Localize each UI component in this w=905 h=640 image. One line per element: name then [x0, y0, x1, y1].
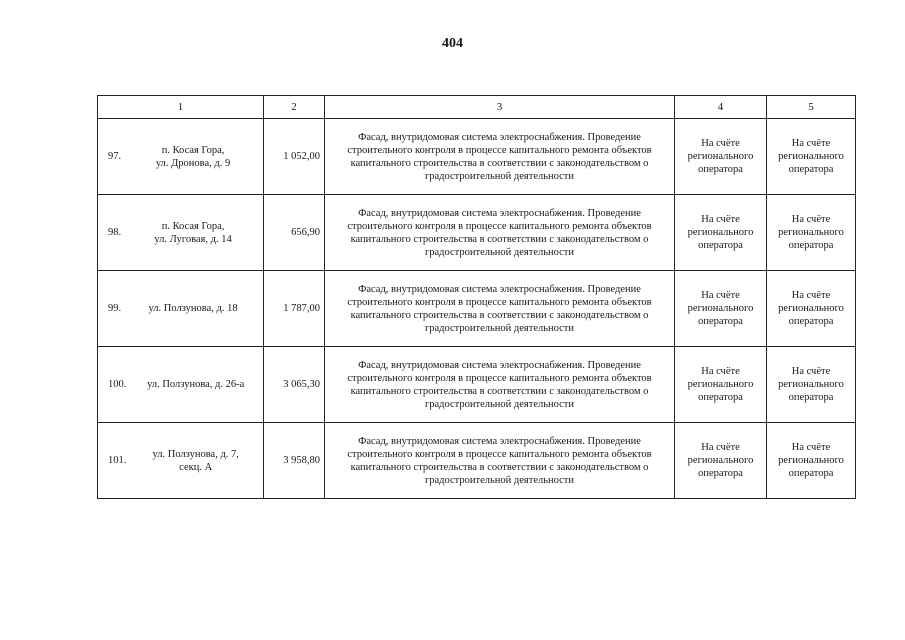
table-header-row: [98, 96, 856, 119]
address-cell: [98, 119, 264, 195]
col5-cell: На счёте регионального оператора: [767, 423, 856, 499]
address-cell: [98, 347, 264, 423]
area-cell: 1 052,00: [264, 119, 325, 195]
address-cell: [98, 195, 264, 271]
work-description: Фасад, внутридомовая система электроснабжения. Проведение строительного контроля в процессе капитального ремонта объектов капитального строительства в соответствии с законодательством о градостроительной деятельности: [325, 271, 675, 347]
address-line: секц. А: [179, 461, 213, 473]
col5-cell: На счёте регионального оператора: [767, 195, 856, 271]
area-cell: 656,90: [264, 195, 325, 271]
work-description: Фасад, внутридомовая система электроснабжения. Проведение строительного контроля в процессе капитального ремонта объектов капитального строительства в соответствии с законодательством о градостроительной деятельности: [325, 347, 675, 423]
row-number: 99.: [108, 303, 122, 314]
address-line: ул. Ползунова, д. 26-а: [147, 379, 245, 390]
work-description: Фасад, внутридомовая система электроснабжения. Проведение строительного контроля в процессе капитального ремонта объектов капитального строительства в соответствии с законодательством о градостроительной деятельности: [325, 423, 675, 499]
table-row: [98, 119, 856, 195]
address-cell: [98, 423, 264, 499]
address-line: п. Косая Гора,: [161, 144, 225, 156]
area-cell: 3 065,30: [264, 347, 325, 423]
table-row: [98, 423, 856, 499]
work-description: Фасад, внутридомовая система электроснабжения. Проведение строительного контроля в процессе капитального ремонта объектов капитального строительства в соответствии с законодательством о градостроительной деятельности: [325, 195, 675, 271]
col4-cell: На счёте регионального оператора: [675, 423, 767, 499]
table-row: [98, 347, 856, 423]
table-row: [98, 195, 856, 271]
table-row: [98, 271, 856, 347]
col5-cell: На счёте регионального оператора: [767, 119, 856, 195]
area-cell: 3 958,80: [264, 423, 325, 499]
col4-cell: На счёте регионального оператора: [675, 119, 767, 195]
area-cell: 1 787,00: [264, 271, 325, 347]
address-line: ул. Ползунова, д. 18: [148, 303, 238, 314]
address-line: ул. Ползунова, д. 7,: [152, 448, 239, 460]
header-col-4: 4: [675, 96, 767, 119]
row-number: 100.: [108, 379, 127, 390]
header-col-3: 3: [325, 96, 675, 119]
col5-cell: На счёте регионального оператора: [767, 271, 856, 347]
page-number: 404: [442, 36, 463, 51]
address-line: ул. Луговая, д. 14: [154, 233, 232, 245]
row-number: 101.: [108, 455, 127, 466]
address-cell: [98, 271, 264, 347]
header-col-5: 5: [767, 96, 856, 119]
work-description: Фасад, внутридомовая система электроснабжения. Проведение строительного контроля в процессе капитального ремонта объектов капитального строительства в соответствии с законодательством о градостроительной деятельности: [325, 119, 675, 195]
col4-cell: На счёте регионального оператора: [675, 271, 767, 347]
col4-cell: На счёте регионального оператора: [675, 347, 767, 423]
row-number: 97.: [108, 151, 122, 162]
work-table: [97, 95, 856, 499]
header-col-2: 2: [264, 96, 325, 119]
col5-cell: На счёте регионального оператора: [767, 347, 856, 423]
header-col-1: 1: [98, 96, 264, 119]
address-line: ул. Дронова, д. 9: [155, 157, 231, 169]
col4-cell: На счёте регионального оператора: [675, 195, 767, 271]
row-number: 98.: [108, 227, 122, 238]
address-line: п. Косая Гора,: [161, 220, 225, 232]
